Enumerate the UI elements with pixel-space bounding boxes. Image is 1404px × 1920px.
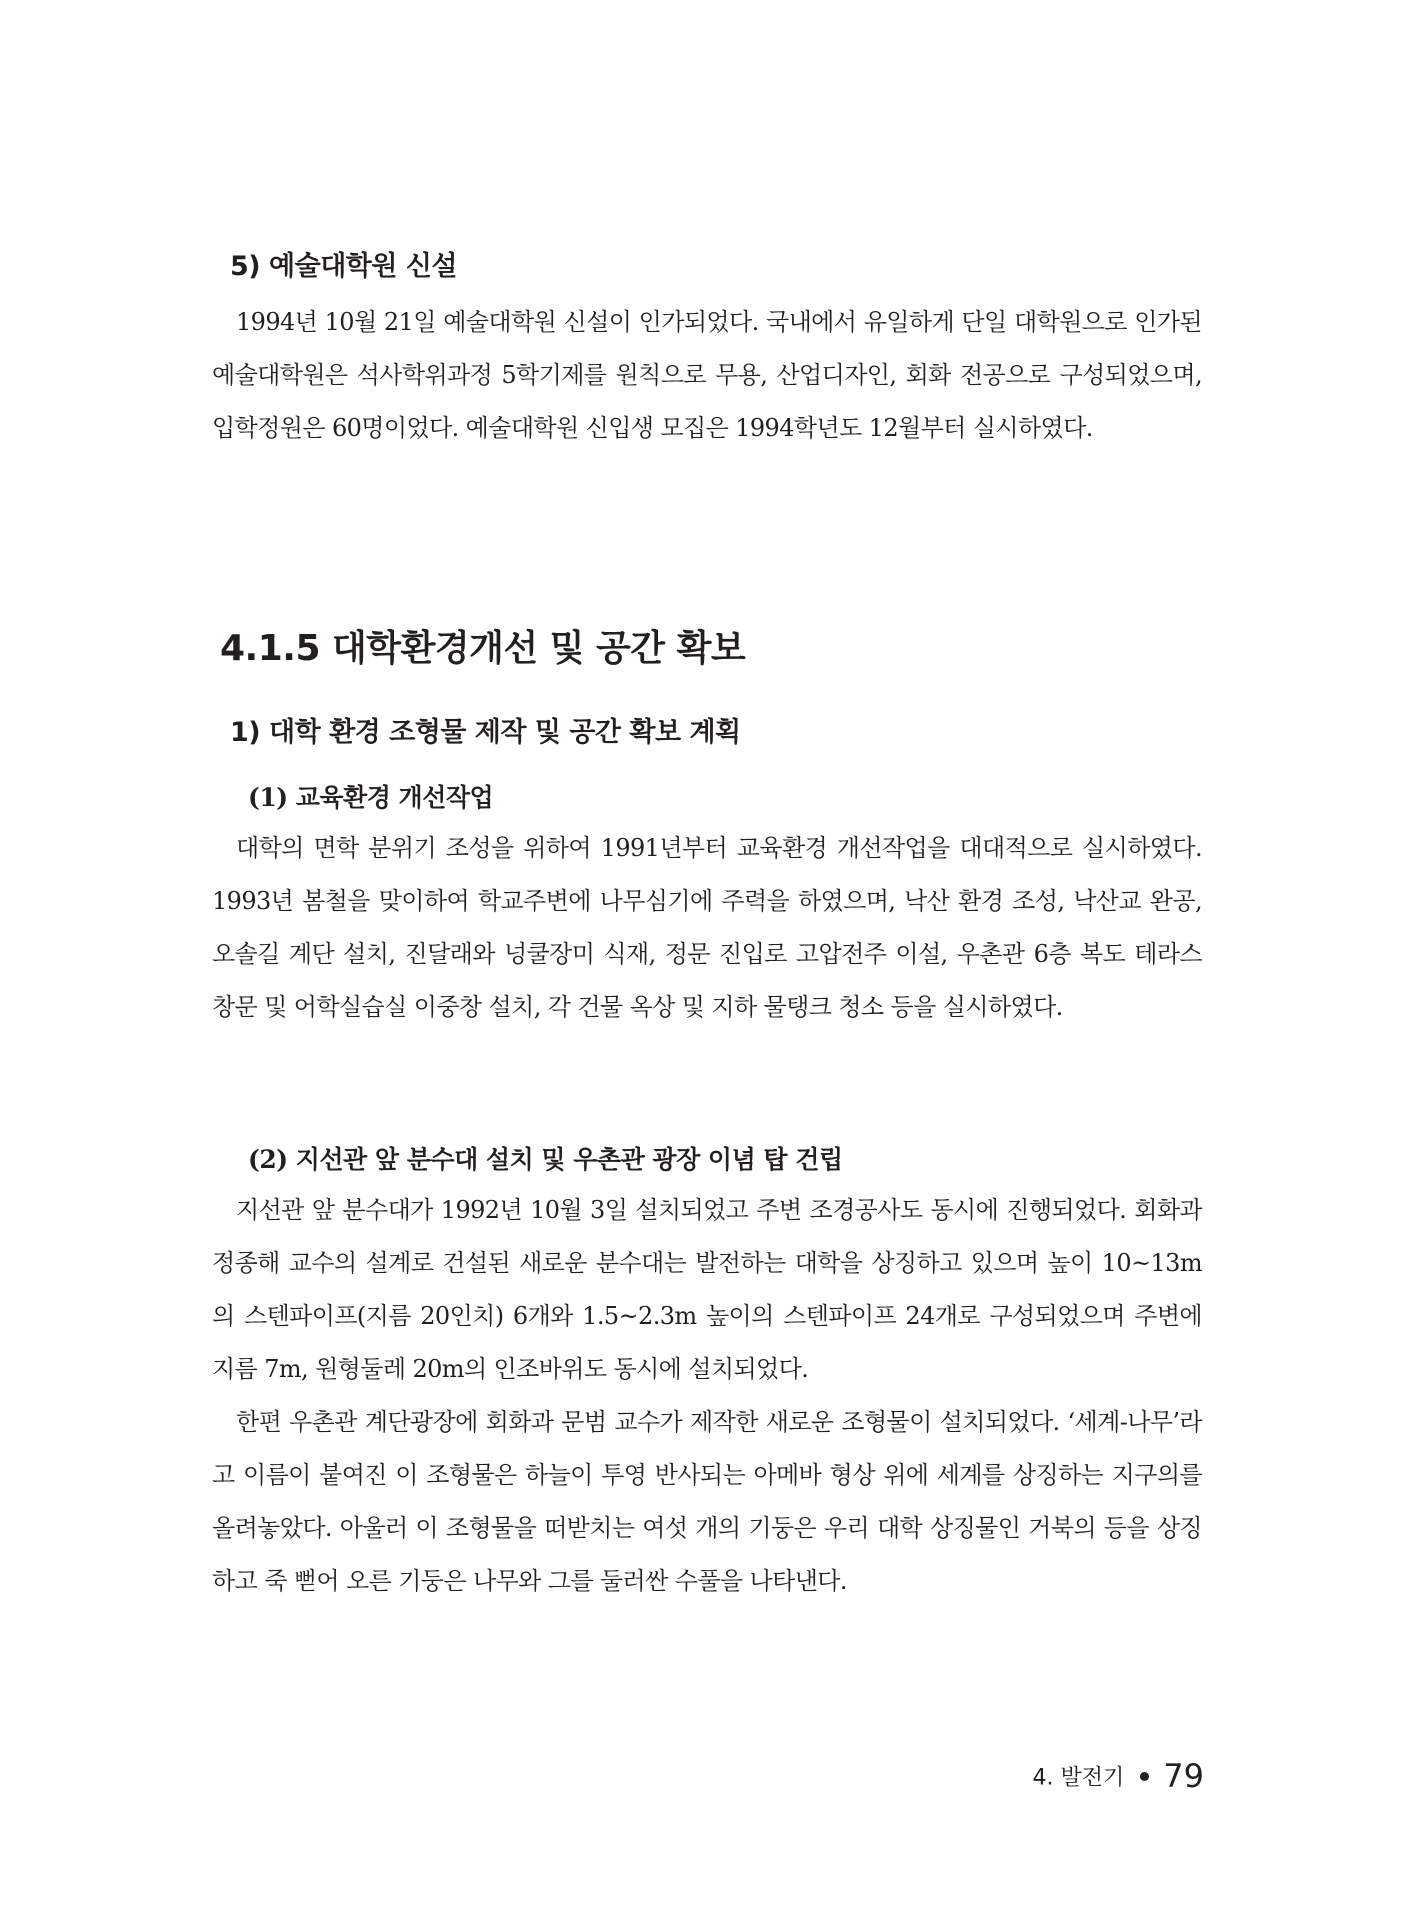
paragraph-sculpture: 한편 우촌관 계단광장에 회화과 문범 교수가 제작한 새로운 조형물이 설치되었다. ‘세계-나무’라고 이름이 붙여진 이 조형물은 하늘이 투영 반사되는 아메바 형상 위에 세계를 상징하는 지구의를 올려놓았다. 아울러 이 조형물을 떠받치는 여섯 개의 기둥은 우리 대학 상징물인 거북의 등을 상징하고 죽 뻗어 오른 기둥은 나무와 그를 둘러싼 수풀을 나타낸다. bbox=[212, 1408, 1202, 1595]
page-footer bbox=[1033, 1757, 1204, 1795]
page-number: 79 bbox=[1163, 1757, 1204, 1795]
item-heading-education-environment: (1) 교육환경 개선작업 bbox=[248, 783, 494, 812]
subsection-heading-environment-plan: 1) 대학 환경 조형물 제작 및 공간 확보 계획 bbox=[230, 717, 741, 748]
paragraph-art-graduate-school: 1994년 10월 21일 예술대학원 신설이 인가되었다. 국내에서 유일하게 단일 대학원으로 인가된 예술대학원은 석사학위과정 5학기제를 원칙으로 무용, 산업디자인, 회화 전공으로 구성되었으며, 입학정원은 60명이었다. 예술대학원 신입생 모집은 1994학년도 12월부터 실시하였다. bbox=[212, 308, 1202, 442]
subsection-heading-art-graduate-school: 5) 예술대학원 신설 bbox=[230, 251, 457, 282]
footer-chapter-label: 4. 발전기 bbox=[1032, 1765, 1125, 1791]
item-heading-fountain-and-monument: (2) 지선관 앞 분수대 설치 및 우촌관 광장 이념 탑 건립 bbox=[248, 1145, 843, 1174]
section-heading-4-1-5: 4.1.5 대학환경개선 및 공간 확보 bbox=[220, 628, 746, 669]
paragraph-fountain: 지선관 앞 분수대가 1992년 10월 3일 설치되었고 주변 조경공사도 동시에 진행되었다. 회화과 정종해 교수의 설계로 건설된 새로운 분수대는 발전하는 대학을 상징하고 있으며 높이 10~13m의 스텐파이프(지름 20인치) 6개와 1.5~2.3m 높이의 스텐파이프 24개로 구성되었으며 주변에 지름 7m, 원형둘레 20m의 인조바위도 동시에 설치되었다. bbox=[212, 1196, 1202, 1383]
footer-bullet-icon bbox=[1140, 1772, 1149, 1781]
paragraph-education-environment: 대학의 면학 분위기 조성을 위하여 1991년부터 교육환경 개선작업을 대대적으로 실시하였다. 1993년 봄철을 맞이하여 학교주변에 나무심기에 주력을 하였으며, 낙산 환경 조성, 낙산교 완공, 오솔길 계단 설치, 진달래와 넝쿨장미 식재, 정문 진입로 고압전주 이설, 우촌관 6층 복도 테라스 창문 및 어학실습실 이중창 설치, 각 건물 옥상 및 지하 물탱크 청소 등을 실시하였다. bbox=[212, 834, 1202, 1021]
